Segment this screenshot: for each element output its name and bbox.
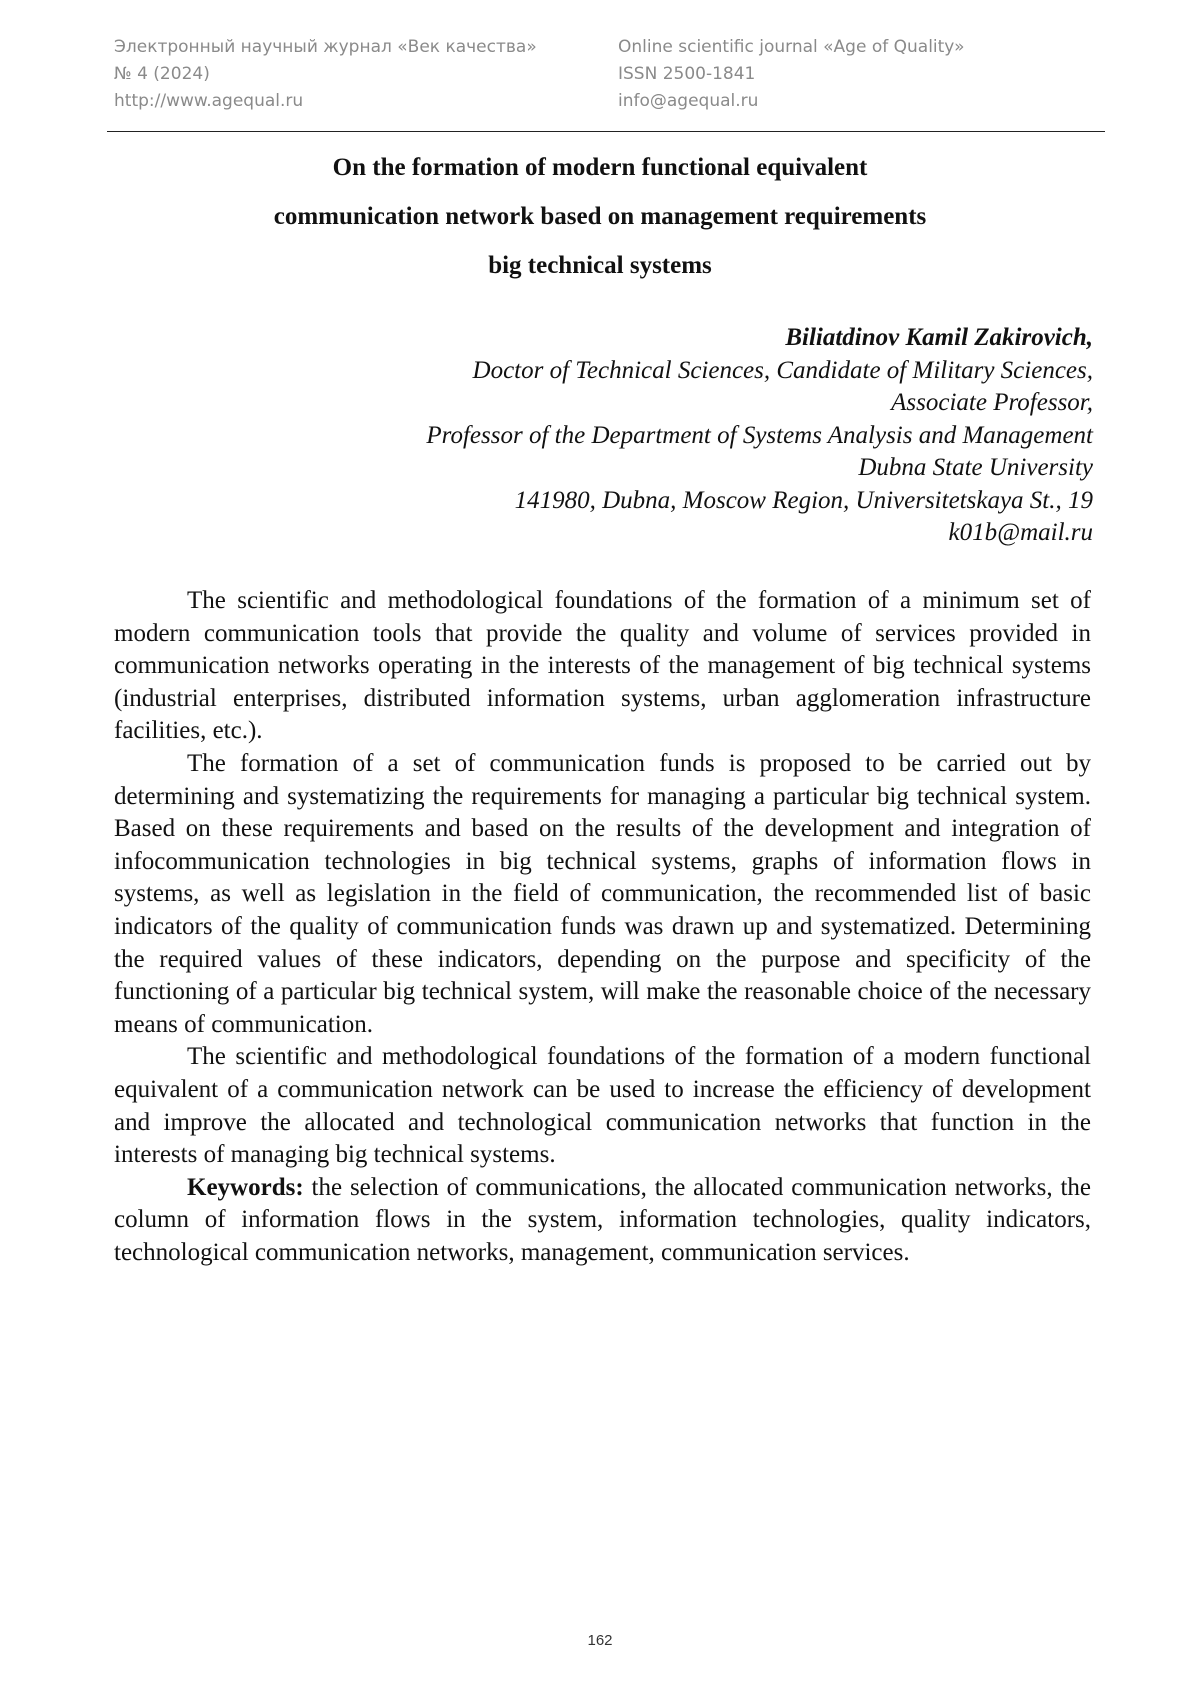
journal-header	[114, 34, 1104, 130]
header-left	[114, 34, 537, 115]
author-rank: Associate Professor,	[891, 389, 1093, 416]
keywords-text: the selection of communications, the allocated communication networks, the column of information flows in the system, information technologies, quality indicators, technological communication networks, management, communication services.	[114, 1173, 1091, 1266]
author-position: Professor of the Department of Systems Analysis and Management	[426, 421, 1093, 449]
abstract-paragraph: The formation of a set of communication funds is proposed to be carried out by determining and systematizing the requirements for managing a particular big technical system. Based on these requirements and based on the results of the development and integration of infocommunication technologies in big technical systems, graphs of information flows in systems, as well as legislation in the field of communication, the recommended list of basic indicators of the quality of communication funds was drawn up and systematized. Determining the required values of these indicators, depending on the purpose and specificity of the functioning of a particular big technical system, will make the reasonable choice of the necessary means of communication.	[114, 749, 1091, 1038]
journal-email-link[interactable]: info@agequal.ru	[618, 91, 759, 111]
title-line: big technical systems	[488, 252, 712, 279]
article-title	[0, 143, 1200, 290]
author-email-link[interactable]: k01b@mail.ru	[948, 519, 1093, 546]
journal-name-en: Online scientific journal «Age of Quality»	[618, 37, 965, 57]
keywords-label: Keywords:	[187, 1173, 304, 1201]
abstract	[114, 585, 1091, 1269]
author-info	[426, 322, 1093, 550]
journal-issue: № 4 (2024)	[114, 64, 210, 84]
journal-issn: ISSN 2500-1841	[618, 64, 756, 84]
journal-name-ru: Электронный научный журнал «Век качества»	[114, 37, 537, 57]
page-number: 162	[587, 1632, 613, 1649]
author-name: Biliatdinov Kamil Zakirovich,	[785, 324, 1093, 351]
header-right	[618, 34, 964, 115]
author-address: 141980, Dubna, Moscow Region, Universitetskaya St., 19	[514, 486, 1093, 514]
journal-website-link[interactable]: http://www.agequal.ru	[114, 91, 304, 111]
author-university: Dubna State University	[858, 454, 1093, 481]
abstract-paragraph: The scientific and methodological foundations of the formation of a minimum set of modern communication tools that provide the quality and volume of services provided in communication networks operating in the interests of the management of big technical systems (industrial enterprises, distributed information systems, urban agglomeration infrastructure facilities, etc.).	[114, 587, 1091, 745]
keywords-paragraph	[114, 1172, 1091, 1270]
header-divider	[107, 131, 1105, 132]
title-line: communication network based on management requirements	[273, 203, 927, 230]
title-line: On the formation of modern functional equivalent	[332, 154, 868, 181]
abstract-paragraph: The scientific and methodological foundations of the formation of a modern functional equivalent of a communication network can be used to increase the efficiency of development and improve the allocated and technological communication networks that function in the interests of managing big technical systems.	[114, 1043, 1091, 1169]
author-degrees: Doctor of Technical Sciences, Candidate of Military Sciences,	[472, 356, 1093, 384]
